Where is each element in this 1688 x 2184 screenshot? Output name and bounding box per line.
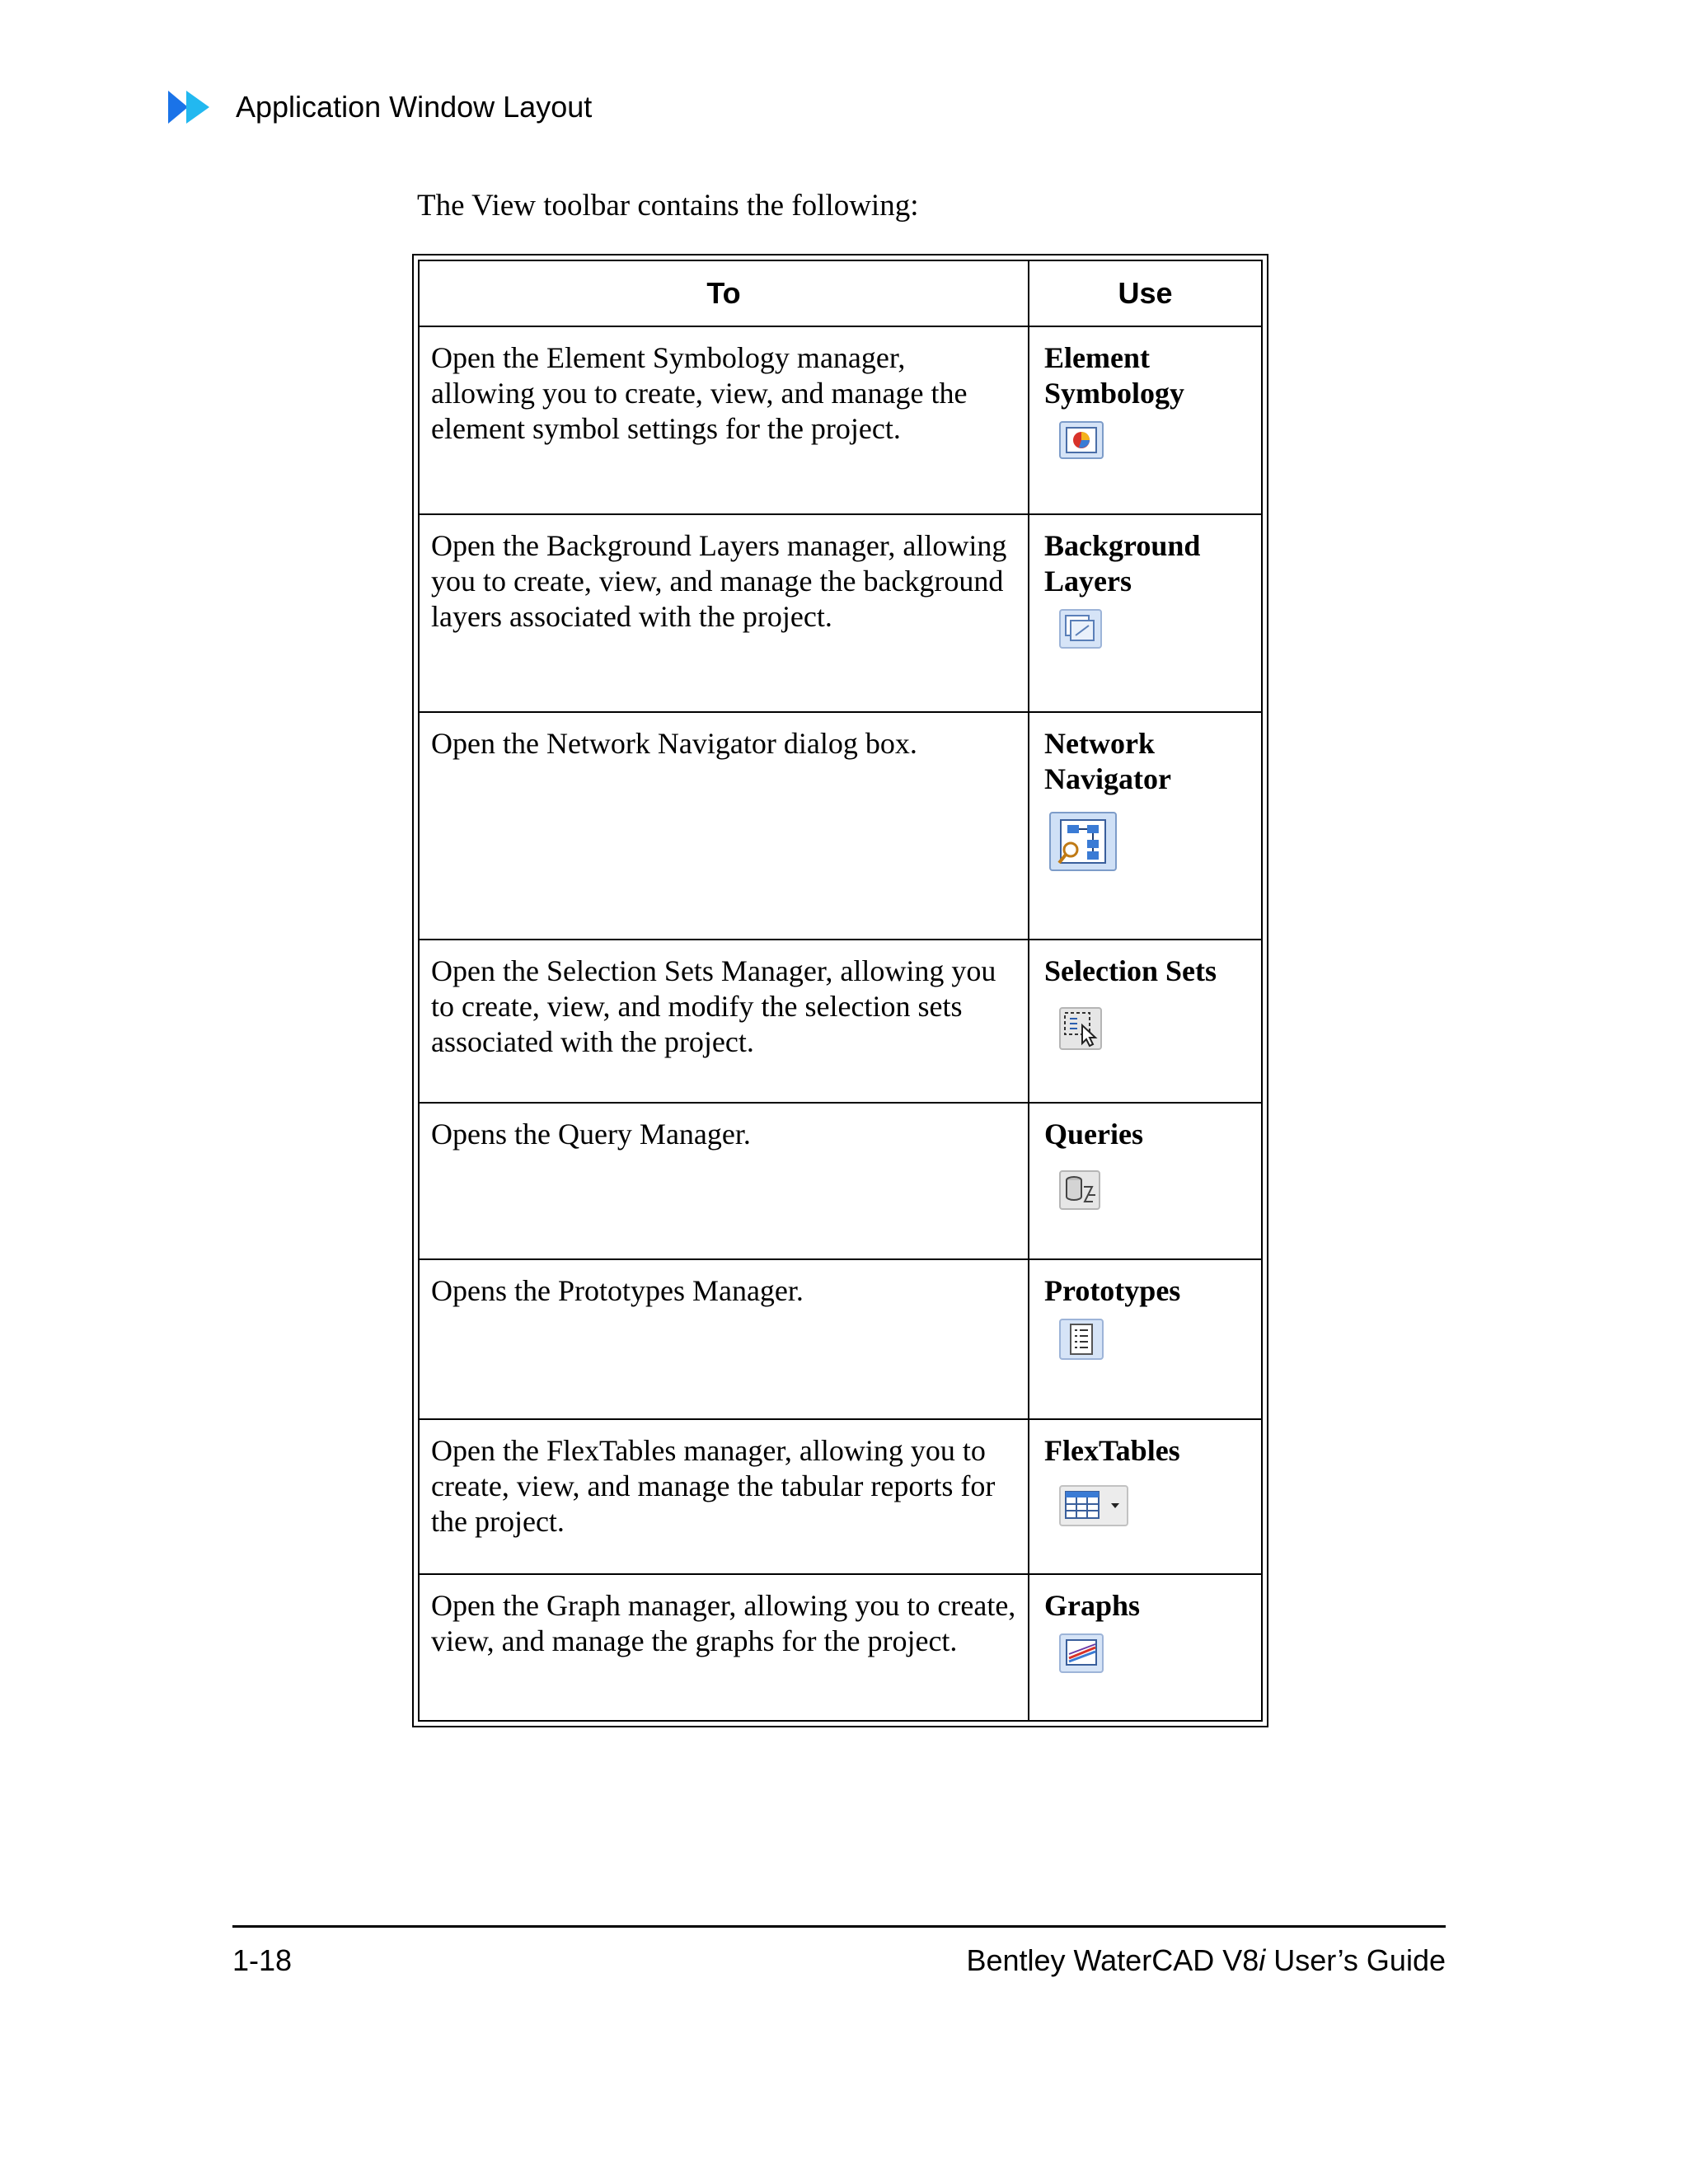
row-use	[1029, 1259, 1262, 1419]
tool-name: Graphs	[1044, 1589, 1141, 1622]
flextables-icon[interactable]	[1059, 1485, 1128, 1526]
row-description: Opens the Query Manager.	[419, 1103, 1029, 1259]
row-description: Open the Selection Sets Manager, allowing you to create, view, and modify the selection sets associated with the project.	[419, 940, 1029, 1103]
tool-name: Network Navigator	[1044, 727, 1171, 795]
table-row	[419, 1259, 1262, 1419]
row-use	[1029, 1574, 1262, 1721]
background-layers-icon[interactable]	[1059, 609, 1102, 649]
row-description: Open the Network Navigator dialog box.	[419, 712, 1029, 940]
network-navigator-icon[interactable]	[1049, 812, 1117, 871]
element-symbology-icon[interactable]	[1059, 421, 1104, 459]
page-header	[168, 86, 592, 129]
view-toolbar-table	[412, 254, 1268, 1727]
tool-name: Prototypes	[1044, 1274, 1181, 1307]
book-title: Bentley WaterCAD V8i User’s Guide	[966, 1943, 1446, 1977]
double-arrow-icon	[168, 89, 221, 125]
section-title: Application Window Layout	[236, 90, 593, 124]
tool-name: FlexTables	[1044, 1434, 1180, 1467]
row-description: Open the Element Symbology manager, allowing you to create, view, and manage the element symbol settings for the project.	[419, 326, 1029, 514]
row-description: Opens the Prototypes Manager.	[419, 1259, 1029, 1419]
row-description: Open the FlexTables manager, allowing you to create, view, and manage the tabular reports for the project.	[419, 1419, 1029, 1574]
row-description: Open the Background Layers manager, allowing you to create, view, and manage the background layers associated with the project.	[419, 514, 1029, 712]
row-use	[1029, 514, 1262, 712]
tool-name: Element Symbology	[1044, 341, 1185, 410]
row-use	[1029, 326, 1262, 514]
row-use	[1029, 712, 1262, 940]
graphs-icon[interactable]	[1059, 1633, 1104, 1673]
intro-text: The View toolbar contains the following:	[417, 189, 919, 223]
queries-icon[interactable]	[1059, 1170, 1100, 1210]
tool-name: Selection Sets	[1044, 954, 1217, 987]
table-row	[419, 940, 1262, 1103]
row-use	[1029, 1103, 1262, 1259]
footer-divider	[232, 1925, 1446, 1928]
table-row	[419, 1574, 1262, 1721]
table-row	[419, 1103, 1262, 1259]
selection-sets-icon[interactable]	[1059, 1007, 1102, 1050]
column-header-to: To	[419, 260, 1029, 326]
table-row	[419, 1419, 1262, 1574]
table-row	[419, 712, 1262, 940]
column-header-use: Use	[1029, 260, 1262, 326]
row-use	[1029, 940, 1262, 1103]
tool-name: Queries	[1044, 1118, 1143, 1151]
tool-name: Background Layers	[1044, 529, 1201, 598]
page-number: 1-18	[232, 1943, 293, 1977]
table-row	[419, 326, 1262, 514]
row-description: Open the Graph manager, allowing you to create, view, and manage the graphs for the project.	[419, 1574, 1029, 1721]
prototypes-icon[interactable]	[1059, 1319, 1104, 1360]
table-row	[419, 514, 1262, 712]
row-use	[1029, 1419, 1262, 1574]
